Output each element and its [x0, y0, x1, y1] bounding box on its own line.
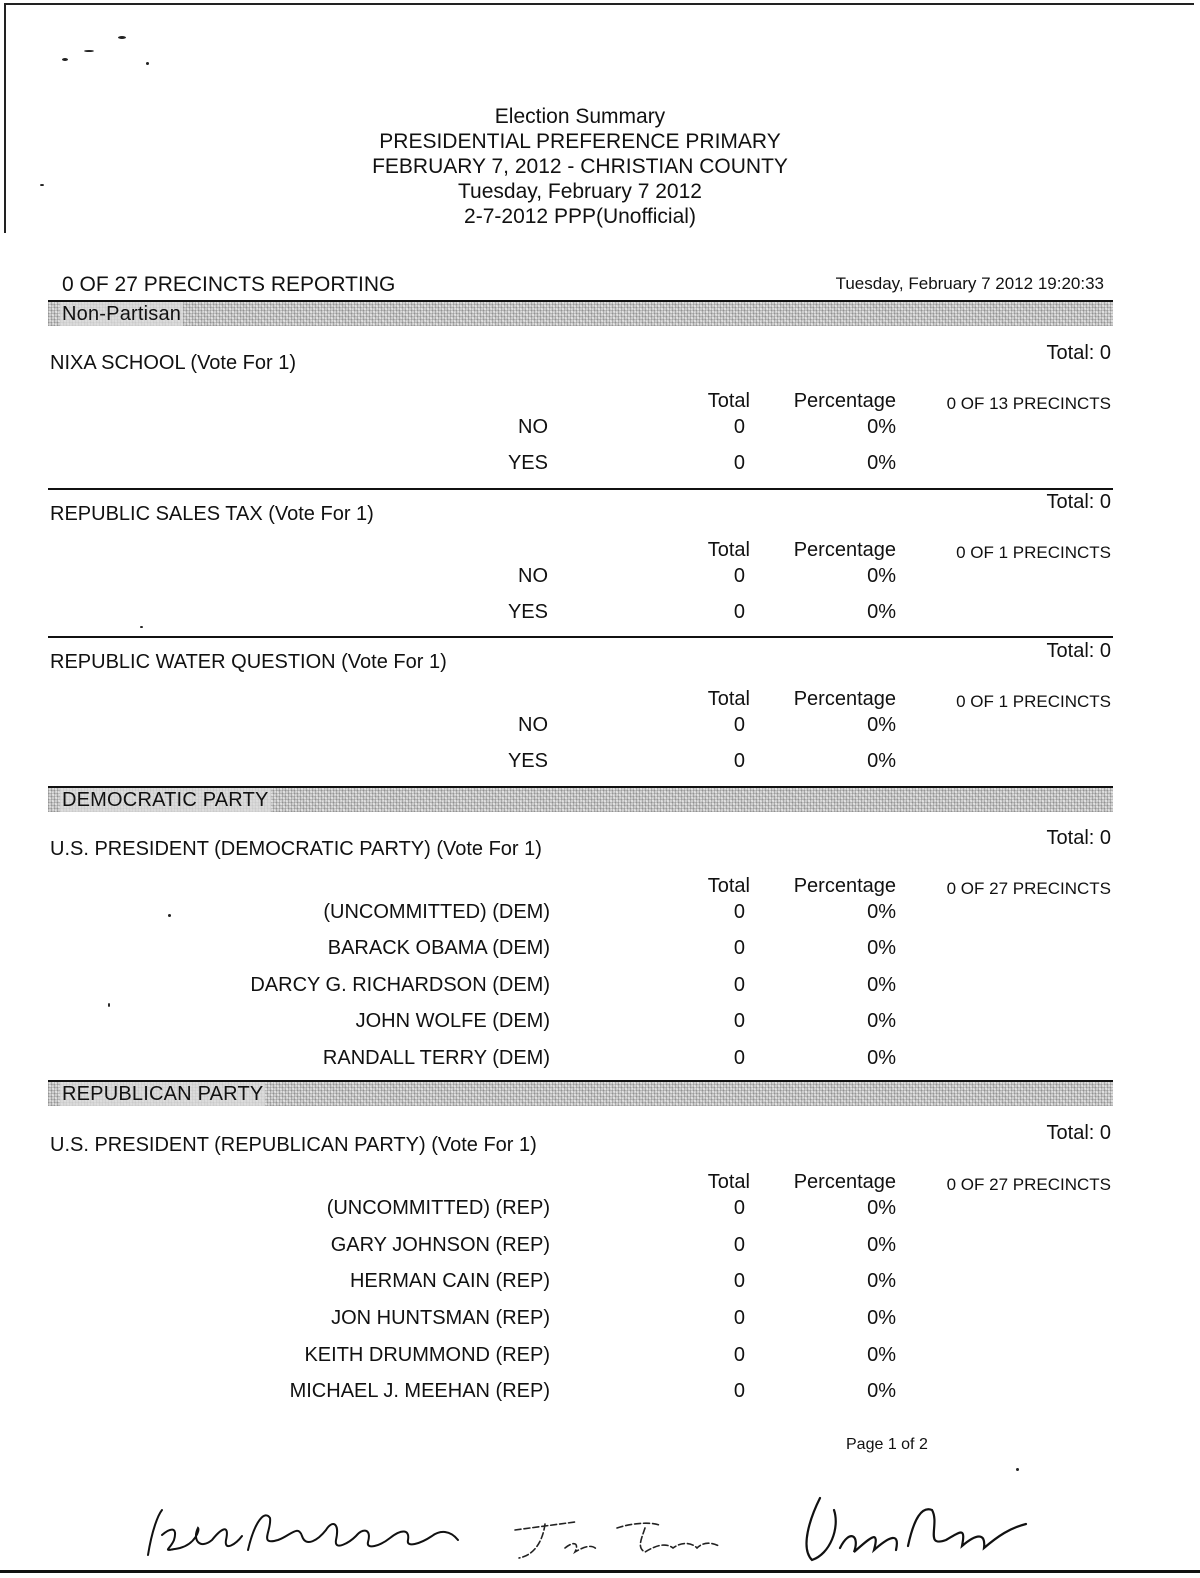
column-header-percentage: Percentage [793, 1171, 896, 1193]
candidate-total: 0 [733, 1010, 745, 1032]
candidate-name: JOHN WOLFE (DEM) [355, 1010, 550, 1032]
scan-speck [168, 914, 171, 917]
scan-border-bottom [0, 1570, 1200, 1573]
section-band-republican-party [48, 1080, 1113, 1106]
candidate-total: 0 [733, 901, 745, 923]
choice-name: NO [518, 714, 548, 736]
candidate-name: JON HUNTSMAN (REP) [331, 1307, 550, 1329]
candidate-name: DARCY G. RICHARDSON (DEM) [250, 974, 550, 996]
choice-percentage: 0% [867, 601, 896, 623]
race-total: Total: 0 [1046, 1122, 1111, 1144]
race-precincts: 0 OF 1 PRECINCTS [956, 692, 1111, 711]
candidate-total: 0 [733, 1270, 745, 1292]
candidate-percentage: 0% [867, 901, 896, 923]
candidate-percentage: 0% [867, 1234, 896, 1256]
race-precincts: 0 OF 13 PRECINCTS [946, 394, 1111, 413]
candidate-total: 0 [733, 1380, 745, 1402]
clerk-signature [140, 1500, 480, 1570]
candidate-percentage: 0% [867, 1197, 896, 1219]
header-election-date-county: FEBRUARY 7, 2012 - CHRISTIAN COUNTY [372, 155, 788, 178]
precincts-reporting: 0 OF 27 PRECINCTS REPORTING [62, 273, 396, 296]
column-header-total: Total [707, 688, 750, 710]
choice-percentage: 0% [867, 416, 896, 438]
scan-border-top [4, 3, 1194, 5]
candidate-name: KEITH DRUMMOND (REP) [304, 1344, 550, 1366]
choice-total: 0 [733, 565, 745, 587]
column-header-percentage: Percentage [793, 688, 896, 710]
candidate-name: MICHAEL J. MEEHAN (REP) [289, 1380, 550, 1402]
candidate-total: 0 [733, 1307, 745, 1329]
section-band-democratic-party [48, 786, 1113, 812]
candidate-total: 0 [733, 974, 745, 996]
candidate-percentage: 0% [867, 1270, 896, 1292]
header-title: Election Summary [494, 105, 666, 128]
choice-percentage: 0% [867, 452, 896, 474]
scan-speck [62, 58, 68, 61]
candidate-name: HERMAN CAIN (REP) [349, 1270, 550, 1292]
choice-total: 0 [733, 452, 745, 474]
section-label: REPUBLICAN PARTY [62, 1083, 264, 1105]
choice-name: YES [507, 601, 548, 623]
candidate-percentage: 0% [867, 1010, 896, 1032]
choice-total: 0 [733, 416, 745, 438]
column-header-percentage: Percentage [793, 390, 896, 412]
second-signature [505, 1500, 745, 1570]
candidate-name: GARY JOHNSON (REP) [330, 1234, 550, 1256]
report-timestamp: Tuesday, February 7 2012 19:20:33 [835, 274, 1104, 293]
race-title: U.S. PRESIDENT (REPUBLICAN PARTY) (Vote For 1) [50, 1134, 537, 1156]
race-divider [48, 488, 1113, 490]
race-total: Total: 0 [1046, 827, 1111, 849]
candidate-percentage: 0% [867, 974, 896, 996]
choice-percentage: 0% [867, 565, 896, 587]
column-header-total: Total [707, 1171, 750, 1193]
scan-speck [108, 1003, 110, 1007]
scan-speck [118, 36, 126, 39]
race-title: REPUBLIC WATER QUESTION (Vote For 1) [50, 651, 447, 673]
section-label: DEMOCRATIC PARTY [62, 789, 269, 811]
choice-name: YES [507, 750, 548, 772]
column-header-percentage: Percentage [793, 539, 896, 561]
scan-speck [1016, 1468, 1019, 1471]
race-title: NIXA SCHOOL (Vote For 1) [50, 352, 297, 374]
choice-percentage: 0% [867, 714, 896, 736]
candidate-total: 0 [733, 1234, 745, 1256]
candidate-name: (UNCOMMITTED) (DEM) [323, 901, 550, 923]
candidate-total: 0 [733, 937, 745, 959]
choice-total: 0 [733, 750, 745, 772]
header-report-name: 2-7-2012 PPP(Unofficial) [464, 205, 696, 228]
race-precincts: 0 OF 27 PRECINCTS [946, 1175, 1111, 1194]
third-signature [790, 1488, 1040, 1573]
candidate-percentage: 0% [867, 1344, 896, 1366]
header-election-name: PRESIDENTIAL PREFERENCE PRIMARY [379, 130, 781, 153]
choice-percentage: 0% [867, 750, 896, 772]
section-label: Non-Partisan [62, 303, 182, 325]
candidate-percentage: 0% [867, 1047, 896, 1069]
choice-total: 0 [733, 601, 745, 623]
race-title: REPUBLIC SALES TAX (Vote For 1) [50, 503, 374, 525]
scan-speck [84, 50, 94, 52]
choice-name: NO [518, 565, 548, 587]
choice-name: YES [507, 452, 548, 474]
candidate-total: 0 [733, 1047, 745, 1069]
candidate-percentage: 0% [867, 1380, 896, 1402]
choice-name: NO [518, 416, 548, 438]
header-date: Tuesday, February 7 2012 [458, 180, 702, 203]
report-header [0, 104, 1160, 229]
candidate-percentage: 0% [867, 937, 896, 959]
page-number: Page 1 of 2 [846, 1436, 928, 1453]
scan-speck [140, 626, 143, 628]
column-header-percentage: Percentage [793, 875, 896, 897]
candidate-total: 0 [733, 1344, 745, 1366]
race-precincts: 0 OF 1 PRECINCTS [956, 543, 1111, 562]
scan-speck [146, 62, 149, 65]
column-header-total: Total [707, 539, 750, 561]
column-header-total: Total [707, 875, 750, 897]
candidate-percentage: 0% [867, 1307, 896, 1329]
race-divider [48, 636, 1113, 638]
scan-speck [40, 184, 44, 186]
race-title: U.S. PRESIDENT (DEMOCRATIC PARTY) (Vote For 1) [50, 838, 542, 860]
column-header-total: Total [707, 390, 750, 412]
choice-total: 0 [733, 714, 745, 736]
race-precincts: 0 OF 27 PRECINCTS [946, 879, 1111, 898]
candidate-name: RANDALL TERRY (DEM) [322, 1047, 550, 1069]
race-total: Total: 0 [1046, 342, 1111, 364]
candidate-name: BARACK OBAMA (DEM) [327, 937, 550, 959]
candidate-name: (UNCOMMITTED) (REP) [326, 1197, 550, 1219]
candidate-total: 0 [733, 1197, 745, 1219]
race-total: Total: 0 [1046, 491, 1111, 513]
race-total: Total: 0 [1046, 640, 1111, 662]
section-band-non-partisan [48, 300, 1113, 326]
